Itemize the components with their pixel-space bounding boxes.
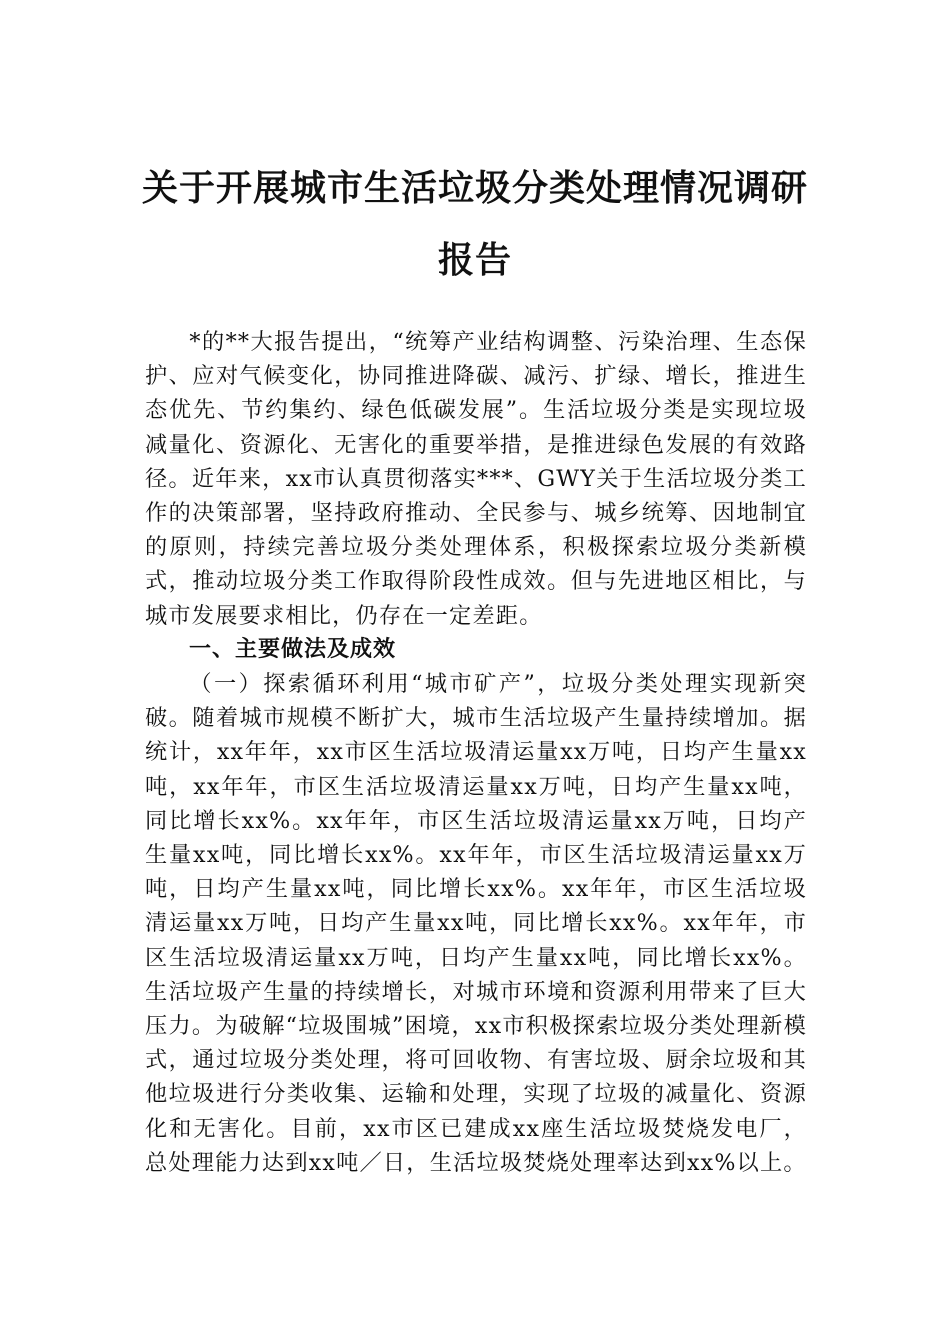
document-title-line-1: 关于开展城市生活垃圾分类处理情况调研 [141,167,808,209]
document-title-line-2: 报告 [437,239,512,281]
section-paragraph: （一）探索循环利用“城市矿产”，垃圾分类处理实现新突破。随着城市规模不断扩大，城市生活垃圾产生量持续增加。据统计，xx年年，xx市区生活垃圾清运量xx万吨，日均产生量xx吨，xx年年，市区生活垃圾清运量xx万吨，日均产生量xx吨，同比增长xx%。xx年年，市区生活垃圾清运量xx万吨，日均产生量xx吨，同比增长xx%。xx年年，市区生活垃圾清运量xx万吨，日均产生量xx吨，同比增长xx%。xx年年，市区生活垃圾清运量xx万吨，日均产生量xx吨，同比增长xx%。xx年年，市区生活垃圾清运量xx万吨，日均产生量xx吨，同比增长xx%。生活垃圾产生量的持续增长，对城市环境和资源利用带来了巨大压力。为破解“垃圾围城”困境，xx市积极探索垃圾分类处理新模式，通过垃圾分类处理，将可回收物、有害垃圾、厨余垃圾和其他垃圾进行分类收集、运输和处理，实现了垃圾的减量化、资源化和无害化。目前，xx市区已建成xx座生活垃圾焚烧发电厂，总处理能力达到xx吨／日，生活垃圾焚烧处理率达到xx%以上。 [145,671,807,1176]
intro-paragraph: *的**大报告提出，“统筹产业结构调整、污染治理、生态保护、应对气候变化，协同推进降碳、减污、扩绿、增长，推进生态优先、节约集约、绿色低碳发展”。生活垃圾分类是实现垃圾减量化、资源化、无害化的重要举措，是推进绿色发展的有效路径。近年来，xx市认真贯彻落实***、GWY关于生活垃圾分类工作的决策部署，坚持政府推动、全民参与、城乡统筹、因地制宜的原则，持续完善垃圾分类处理体系，积极探索垃圾分类新模式，推动垃圾分类工作取得阶段性成效。但与先进地区相比，与城市发展要求相比，仍存在一定差距。 [145,329,807,629]
section-heading: 一、主要做法及成效 [189,636,397,662]
document-body [145,325,807,1180]
